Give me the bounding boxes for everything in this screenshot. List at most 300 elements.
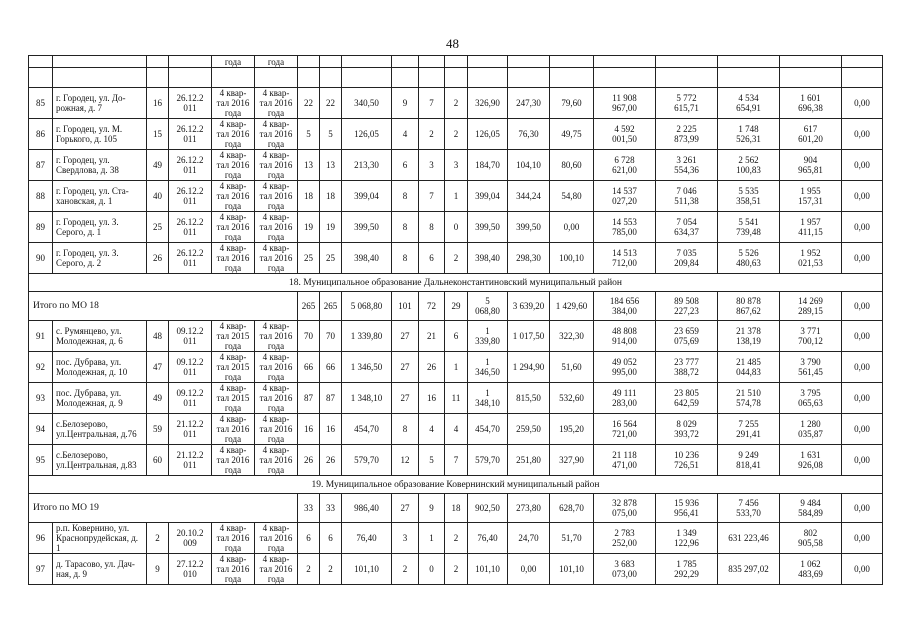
table-cell: 0,00 [842, 88, 883, 119]
table-cell: 1 346,50 [342, 352, 392, 383]
table-cell: 26 [320, 445, 342, 476]
table-row [29, 554, 883, 585]
table-cell: 18 [298, 181, 320, 212]
table-cell: 259,50 [508, 414, 550, 445]
row-number-cell: 95 [29, 445, 53, 476]
table-cell: 66 [298, 352, 320, 383]
table-cell: 4 квар- тал 2016 года [255, 181, 298, 212]
total-cell: 1 429,60 [550, 292, 594, 321]
table-cell: 835 297,02 [718, 554, 780, 585]
table-row [29, 383, 883, 414]
table-cell: 25 [320, 243, 342, 274]
table-cell: 126,05 [468, 119, 508, 150]
table-cell: 27.12.2 010 [169, 554, 212, 585]
table-cell: 5 535 358,51 [718, 181, 780, 212]
table-cell: 21 485 044,83 [718, 352, 780, 383]
address-cell: г. Городец, ул. М. Горького, д. 105 [53, 119, 147, 150]
row-number-cell: 88 [29, 181, 53, 212]
table-cell: 16 564 721,00 [594, 414, 656, 445]
table-cell: 398,40 [468, 243, 508, 274]
table-cell: 399,04 [342, 181, 392, 212]
total-cell: 265 [298, 292, 320, 321]
address-cell: с. Румянцево, ул. Молодежная, д. 6 [53, 321, 147, 352]
table-cell: 251,80 [508, 445, 550, 476]
table-cell: 2 [445, 88, 468, 119]
table-cell: 21 378 138,19 [718, 321, 780, 352]
total-cell: 628,70 [550, 494, 594, 523]
total-cell: 32 878 075,00 [594, 494, 656, 523]
table-cell: 49 111 283,00 [594, 383, 656, 414]
table-cell: 6 [419, 243, 445, 274]
table-cell: 14 537 027,20 [594, 181, 656, 212]
table-cell: 1 [419, 523, 445, 554]
total-cell: 15 936 956,41 [656, 494, 718, 523]
table-cell: 4 [419, 414, 445, 445]
table-cell: 48 808 914,00 [594, 321, 656, 352]
table-cell: 1 294,90 [508, 352, 550, 383]
table-cell: 0 [419, 554, 445, 585]
table-cell: 7 [419, 88, 445, 119]
table-cell: 26.12.2 011 [169, 88, 212, 119]
table-cell: 1 957 411,15 [780, 212, 842, 243]
table-cell: 6 [445, 321, 468, 352]
header-cell: года [212, 56, 255, 68]
table-cell: 70 [298, 321, 320, 352]
total-cell: 18 [445, 494, 468, 523]
table-cell: 0,00 [842, 150, 883, 181]
table-cell: 16 [147, 88, 169, 119]
total-cell: 265 [320, 292, 342, 321]
table-cell: 4 592 001,50 [594, 119, 656, 150]
total-cell: 9 [419, 494, 445, 523]
table-cell: 1 339,80 [342, 321, 392, 352]
total-cell: 27 [392, 494, 419, 523]
table-cell: 298,30 [508, 243, 550, 274]
total-cell: 80 878 867,62 [718, 292, 780, 321]
table-cell: 1 062 483,69 [780, 554, 842, 585]
table-cell: 104,10 [508, 150, 550, 181]
table-cell: 2 562 100,83 [718, 150, 780, 181]
row-number-cell: 90 [29, 243, 53, 274]
header-fragment-row [29, 56, 883, 68]
table-cell: 4 квар- тал 2016 года [212, 150, 255, 181]
table-cell: 1 348,10 [342, 383, 392, 414]
table-cell: 4 квар- тал 2016 года [255, 88, 298, 119]
table-cell: 101,10 [468, 554, 508, 585]
table-cell: 4 квар- тал 2016 года [255, 445, 298, 476]
address-cell: пос. Дубрава, ул. Молодежная, д. 10 [53, 352, 147, 383]
table-cell: 4 квар- тал 2015 года [212, 321, 255, 352]
header-cell: года [255, 56, 298, 68]
table-cell: 0,00 [842, 321, 883, 352]
table-cell: 4 квар- тал 2016 года [255, 383, 298, 414]
table-cell: 3 [419, 150, 445, 181]
table-cell: 2 [445, 243, 468, 274]
table-cell: 2 [445, 523, 468, 554]
table-cell: 49 [147, 150, 169, 181]
table-cell: 1 952 021,53 [780, 243, 842, 274]
table-row [29, 321, 883, 352]
total-cell: 33 [298, 494, 320, 523]
total-cell: 101 [392, 292, 419, 321]
table-cell: 49,75 [550, 119, 594, 150]
table-cell: 2 [445, 119, 468, 150]
table-cell: 8 [392, 212, 419, 243]
table-cell: 8 [419, 212, 445, 243]
table-cell: 4 квар- тал 2016 года [212, 181, 255, 212]
table-cell: 5 [320, 119, 342, 150]
table-cell: 0,00 [842, 212, 883, 243]
table-cell: 66 [320, 352, 342, 383]
table-cell: 4 квар- тал 2016 года [212, 119, 255, 150]
total-cell: 72 [419, 292, 445, 321]
table-cell: 4 квар- тал 2016 года [255, 554, 298, 585]
table-cell: 23 805 642,59 [656, 383, 718, 414]
table-cell: 101,10 [342, 554, 392, 585]
table-cell: 2 [419, 119, 445, 150]
table-cell: 6 [392, 150, 419, 181]
table-cell: 13 [320, 150, 342, 181]
table-row [29, 414, 883, 445]
table-cell: 0,00 [842, 523, 883, 554]
address-cell: р.п. Ковернино, ул. Краснопрудейская, д. 1 [53, 523, 147, 554]
table-cell: 100,10 [550, 243, 594, 274]
page-number: 48 [446, 36, 459, 51]
table-cell: 51,70 [550, 523, 594, 554]
table-cell: 399,50 [508, 212, 550, 243]
address-cell: г. Городец, ул. Свердлова, д. 38 [53, 150, 147, 181]
section-title: 19. Муниципальное образование Ковернинский муниципальный район [29, 476, 883, 494]
row-number-cell: 96 [29, 523, 53, 554]
table-cell: 8 [392, 414, 419, 445]
table-cell: 4 квар- тал 2016 года [255, 119, 298, 150]
row-number-cell: 93 [29, 383, 53, 414]
table-cell: 19 [298, 212, 320, 243]
table-cell: 21 510 574,78 [718, 383, 780, 414]
table-cell: 87 [320, 383, 342, 414]
table-cell: 22 [320, 88, 342, 119]
table-cell: 3 795 065,63 [780, 383, 842, 414]
table-row [29, 352, 883, 383]
table-cell: 4 квар- тал 2015 года [212, 383, 255, 414]
table-cell: 2 225 873,99 [656, 119, 718, 150]
table-cell: 399,50 [342, 212, 392, 243]
table-row [29, 445, 883, 476]
table-cell: 54,80 [550, 181, 594, 212]
table-cell: 0,00 [842, 119, 883, 150]
table-cell: 27 [392, 383, 419, 414]
table-row [29, 243, 883, 274]
table-cell: 7 255 291,41 [718, 414, 780, 445]
table-cell: 25 [147, 212, 169, 243]
table-cell: 49 052 995,00 [594, 352, 656, 383]
section-title: 18. Муниципальное образование Дальнеконстантиновский муниципальный район [29, 274, 883, 292]
table-cell: 10 236 726,51 [656, 445, 718, 476]
table-cell: 21 [419, 321, 445, 352]
total-cell: 986,40 [342, 494, 392, 523]
table-cell: 09.12.2 011 [169, 383, 212, 414]
total-cell: 14 269 289,15 [780, 292, 842, 321]
table-cell: 0,00 [550, 212, 594, 243]
table-cell: 195,20 [550, 414, 594, 445]
table-cell: 6 [320, 523, 342, 554]
table-cell: 2 [320, 554, 342, 585]
table-row [29, 181, 883, 212]
table-cell: 4 квар- тал 2016 года [255, 523, 298, 554]
total-cell: 3 639,20 [508, 292, 550, 321]
table-cell: 1 748 526,31 [718, 119, 780, 150]
total-cell: 0,00 [842, 292, 883, 321]
address-cell: с.Белозерово, ул.Центральная, д.83 [53, 445, 147, 476]
table-cell: 4 квар- тал 2016 года [255, 352, 298, 383]
table-row [29, 150, 883, 181]
table-cell: 4 квар- тал 2016 года [255, 414, 298, 445]
table-cell: 5 772 615,71 [656, 88, 718, 119]
section-row [29, 274, 883, 292]
table-cell: 399,50 [468, 212, 508, 243]
table-cell: 9 [392, 88, 419, 119]
row-number-cell: 91 [29, 321, 53, 352]
total-cell: 7 456 533,70 [718, 494, 780, 523]
table-cell: 1 349 122,96 [656, 523, 718, 554]
table-cell: 8 [392, 181, 419, 212]
table-cell: 1 339,80 [468, 321, 508, 352]
table-cell: 4 квар- тал 2016 года [255, 321, 298, 352]
spacer-row [29, 68, 883, 88]
table-cell: 26.12.2 011 [169, 181, 212, 212]
address-cell: г. Городец, ул. До- рожная, д. 7 [53, 88, 147, 119]
address-cell: с.Белозерово, ул.Центральная, д.76 [53, 414, 147, 445]
table-cell: 26 [298, 445, 320, 476]
table-cell: 16 [419, 383, 445, 414]
table-cell: 19 [320, 212, 342, 243]
total-label: Итого по МО 18 [29, 292, 298, 321]
table-cell: 18 [320, 181, 342, 212]
table-cell: 26 [419, 352, 445, 383]
address-cell: д. Тарасово, ул. Дач- ная, д. 9 [53, 554, 147, 585]
table-cell: 09.12.2 011 [169, 352, 212, 383]
table-cell: 2 [445, 554, 468, 585]
total-row [29, 292, 883, 321]
table-cell: 904 965,81 [780, 150, 842, 181]
table-cell: 76,30 [508, 119, 550, 150]
table-cell: 398,40 [342, 243, 392, 274]
housing-program-table [28, 55, 883, 585]
total-cell: 273,80 [508, 494, 550, 523]
table-cell: 1 [445, 352, 468, 383]
row-number-cell: 87 [29, 150, 53, 181]
table-cell: 0,00 [508, 554, 550, 585]
table-cell: 5 541 739,48 [718, 212, 780, 243]
table-cell: 3 683 073,00 [594, 554, 656, 585]
table-cell: 0,00 [842, 414, 883, 445]
table-cell: 7 046 511,38 [656, 181, 718, 212]
table-cell: 617 601,20 [780, 119, 842, 150]
table-cell: 340,50 [342, 88, 392, 119]
total-cell: 902,50 [468, 494, 508, 523]
total-cell: 29 [445, 292, 468, 321]
table-cell: 11 [445, 383, 468, 414]
table-cell: 27 [392, 321, 419, 352]
table-row [29, 88, 883, 119]
table-cell: 4 квар- тал 2016 года [255, 212, 298, 243]
table-cell: 21.12.2 011 [169, 414, 212, 445]
row-number-cell: 92 [29, 352, 53, 383]
table-cell: 59 [147, 414, 169, 445]
address-cell: г. Городец, ул. Ста- хановская, д. 1 [53, 181, 147, 212]
table-cell: 815,50 [508, 383, 550, 414]
table-cell: 1 348,10 [468, 383, 508, 414]
total-label: Итого по МО 19 [29, 494, 298, 523]
total-cell: 184 656 384,00 [594, 292, 656, 321]
table-cell: 326,90 [468, 88, 508, 119]
table-cell: 3 [392, 523, 419, 554]
table-cell: 0,00 [842, 383, 883, 414]
table-cell: 3 261 554,36 [656, 150, 718, 181]
table-cell: 15 [147, 119, 169, 150]
table-cell: 09.12.2 011 [169, 321, 212, 352]
table-cell: 1 346,50 [468, 352, 508, 383]
table-cell: 6 728 621,00 [594, 150, 656, 181]
table-cell: 7 [419, 181, 445, 212]
table-cell: 4 квар- тал 2016 года [212, 243, 255, 274]
table-cell: 27 [392, 352, 419, 383]
table-cell: 1 017,50 [508, 321, 550, 352]
table-cell: 4 квар- тал 2016 года [212, 554, 255, 585]
table-cell: 4 [392, 119, 419, 150]
table-cell: 24,70 [508, 523, 550, 554]
table-cell: 454,70 [342, 414, 392, 445]
table-cell: 13 [298, 150, 320, 181]
total-cell: 5 068,80 [342, 292, 392, 321]
table-cell: 21 118 471,00 [594, 445, 656, 476]
table-cell: 3 771 700,12 [780, 321, 842, 352]
table-cell: 23 777 388,72 [656, 352, 718, 383]
table-cell: 11 908 967,00 [594, 88, 656, 119]
table-cell: 0,00 [842, 554, 883, 585]
table-cell: 1 785 292,29 [656, 554, 718, 585]
total-cell: 0,00 [842, 494, 883, 523]
table-cell: 25 [298, 243, 320, 274]
address-cell: пос. Дубрава, ул. Молодежная, д. 9 [53, 383, 147, 414]
table-cell: 5 [298, 119, 320, 150]
table-cell: 26.12.2 011 [169, 212, 212, 243]
table-cell: 247,30 [508, 88, 550, 119]
table-cell: 23 659 075,69 [656, 321, 718, 352]
table-cell: 1 280 035,87 [780, 414, 842, 445]
table-cell: 48 [147, 321, 169, 352]
table-cell: 1 955 157,31 [780, 181, 842, 212]
table-cell: 7 [445, 445, 468, 476]
table-cell: 16 [298, 414, 320, 445]
table-cell: 5 526 480,63 [718, 243, 780, 274]
table-cell: 1 601 696,38 [780, 88, 842, 119]
table-cell: 2 783 252,00 [594, 523, 656, 554]
table-cell: 60 [147, 445, 169, 476]
table-cell: 7 054 634,37 [656, 212, 718, 243]
table-cell: 1 631 926,08 [780, 445, 842, 476]
table-cell: 8 [392, 243, 419, 274]
table-cell: 322,30 [550, 321, 594, 352]
table-cell: 51,60 [550, 352, 594, 383]
table-cell: 26 [147, 243, 169, 274]
table-cell: 4 квар- тал 2016 года [212, 523, 255, 554]
table-cell: 70 [320, 321, 342, 352]
address-cell: г. Городец, ул. З. Серого, д. 1 [53, 212, 147, 243]
table-cell: 79,60 [550, 88, 594, 119]
table-cell: 4 квар- тал 2016 года [212, 414, 255, 445]
table-cell: 532,60 [550, 383, 594, 414]
table-cell: 454,70 [468, 414, 508, 445]
total-cell: 9 484 584,89 [780, 494, 842, 523]
table-row [29, 523, 883, 554]
table-cell: 76,40 [342, 523, 392, 554]
table-cell: 101,10 [550, 554, 594, 585]
table-cell: 4 квар- тал 2016 года [255, 150, 298, 181]
table-cell: 9 [147, 554, 169, 585]
table-cell: 4 квар- тал 2016 года [212, 445, 255, 476]
table-cell: 0,00 [842, 352, 883, 383]
table-cell: 9 249 818,41 [718, 445, 780, 476]
table-cell: 0,00 [842, 181, 883, 212]
table-cell: 802 905,58 [780, 523, 842, 554]
table-cell: 4 квар- тал 2016 года [212, 88, 255, 119]
table-cell: 4 [445, 414, 468, 445]
table-cell: 49 [147, 383, 169, 414]
table-cell: 8 029 393,72 [656, 414, 718, 445]
table-cell: 4 534 654,91 [718, 88, 780, 119]
table-cell: 0 [445, 212, 468, 243]
row-number-cell: 94 [29, 414, 53, 445]
total-row [29, 494, 883, 523]
table-cell: 3 790 561,45 [780, 352, 842, 383]
table-cell: 6 [298, 523, 320, 554]
total-cell: 33 [320, 494, 342, 523]
table-cell: 579,70 [468, 445, 508, 476]
table-cell: 80,60 [550, 150, 594, 181]
table-cell: 16 [320, 414, 342, 445]
row-number-cell: 85 [29, 88, 53, 119]
table-cell: 3 [445, 150, 468, 181]
table-cell: 4 квар- тал 2016 года [255, 243, 298, 274]
table-cell: 40 [147, 181, 169, 212]
table-cell: 12 [392, 445, 419, 476]
table-cell: 184,70 [468, 150, 508, 181]
table-cell: 344,24 [508, 181, 550, 212]
table-cell: 5 [419, 445, 445, 476]
total-cell: 89 508 227,23 [656, 292, 718, 321]
table-cell: 213,30 [342, 150, 392, 181]
table-cell: 4 квар- тал 2015 года [212, 352, 255, 383]
table-cell: 2 [147, 523, 169, 554]
address-cell: г. Городец, ул. З. Серого, д. 2 [53, 243, 147, 274]
table-cell: 0,00 [842, 243, 883, 274]
table-cell: 26.12.2 011 [169, 150, 212, 181]
table-cell: 47 [147, 352, 169, 383]
table-cell: 126,05 [342, 119, 392, 150]
table-row [29, 212, 883, 243]
table-body [29, 56, 883, 585]
table-row [29, 119, 883, 150]
table-cell: 14 513 712,00 [594, 243, 656, 274]
table-cell: 327,90 [550, 445, 594, 476]
table-cell: 22 [298, 88, 320, 119]
table-cell: 21.12.2 011 [169, 445, 212, 476]
table-cell: 2 [392, 554, 419, 585]
table-cell: 76,40 [468, 523, 508, 554]
table-cell: 579,70 [342, 445, 392, 476]
table-cell: 4 квар- тал 2016 года [212, 212, 255, 243]
